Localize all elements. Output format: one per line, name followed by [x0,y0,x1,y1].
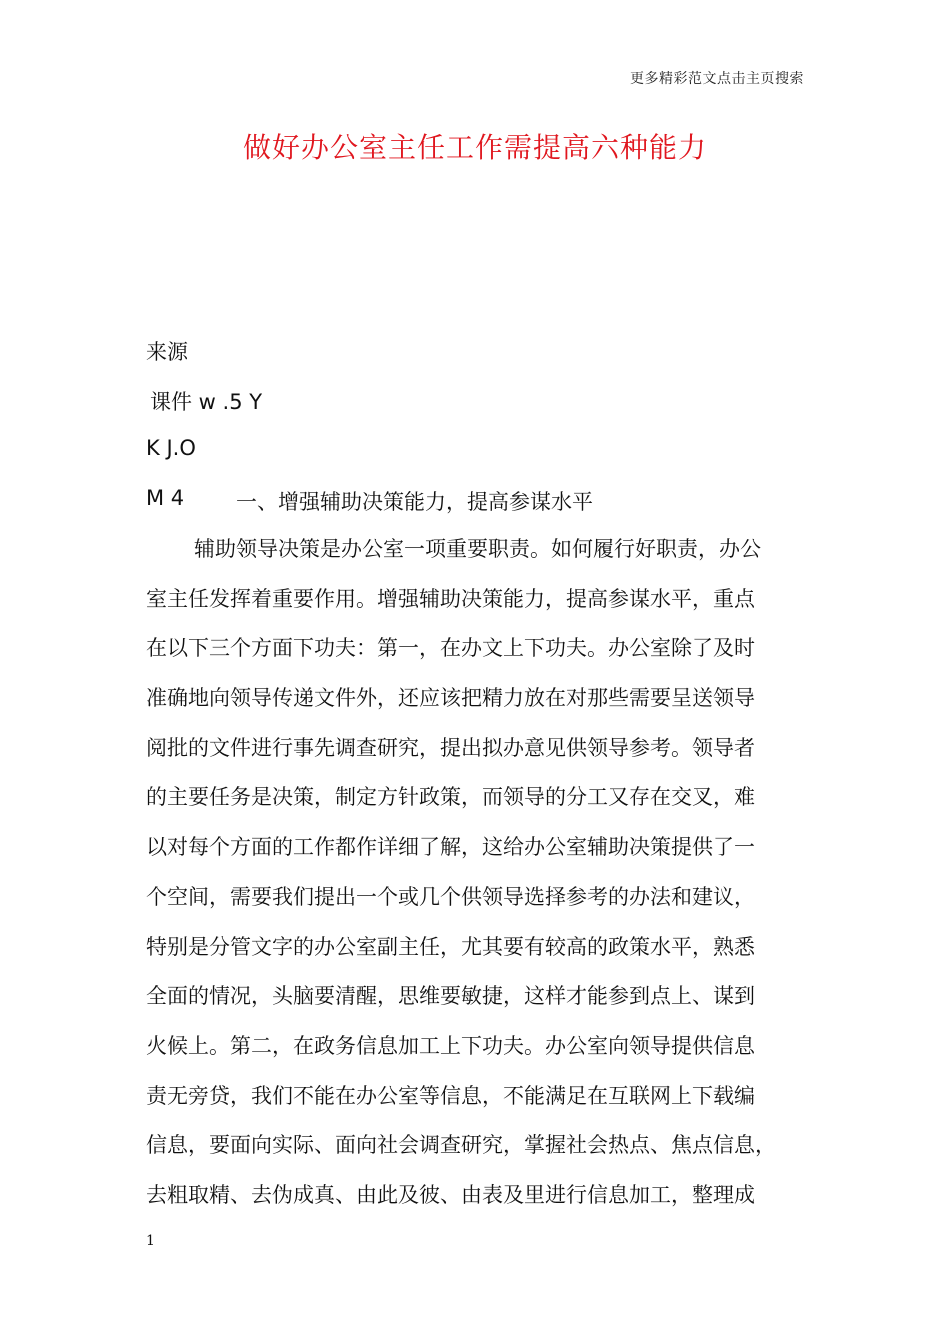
body-line: 准确地向领导传递文件外，还应该把精力放在对那些需要呈送领导 [146,686,755,711]
body-line: 辅助领导决策是办公室一项重要职责。如何履行好职责，办公 [194,537,761,561]
body-line: 全面的情况，头脑要清醒，思维要敏捷，这样才能参到点上、谋到 [146,984,755,1009]
page-number: 1 [146,1233,155,1249]
body-paragraph [146,525,810,1221]
header-search-link[interactable]: 更多精彩范文点击主页搜索 [630,71,804,87]
meta-kjo-text: K J.O [146,436,196,460]
body-line: 在以下三个方面下功夫：第一，在办文上下功夫。办公室除了及时 [146,636,755,661]
body-line: 阅批的文件进行事先调查研究，提出拟办意见供领导参考。领导者 [146,735,755,760]
meta-source-label: 来源 [146,340,188,364]
document-title: 做好办公室主任工作需提高六种能力 [242,131,707,164]
body-line: 以对每个方面的工作都作详细了解，这给办公室辅助决策提供了一 [146,835,755,860]
body-line: 火候上。第二，在政务信息加工上下功夫。办公室向领导提供信息 [146,1033,755,1058]
body-line: 特别是分管文字的办公室副主任，尤其要有较高的政策水平，熟悉 [146,934,755,959]
body-line: 个空间，需要我们提出一个或几个供领导选择参考的办法和建议， [146,884,755,909]
body-line: 的主要任务是决策，制定方针政策，而领导的分工又存在交叉，难 [146,785,755,810]
body-line: 室主任发挥着重要作用。增强辅助决策能力，提高参谋水平，重点 [146,586,755,611]
body-line: 去粗取精、去伪成真、由此及彼、由表及里进行信息加工，整理成 [146,1182,755,1207]
meta-kejian-text: 课件 w .5 Y [150,390,263,414]
meta-m4-text: M 4 [146,486,185,510]
body-line: 信息，要面向实际、面向社会调查研究，掌握社会热点、焦点信息， [146,1133,776,1158]
body-line: 责无旁贷，我们不能在办公室等信息，不能满足在互联网上下载编 [146,1083,755,1108]
section-heading: 一、增强辅助决策能力，提高参谋水平 [236,490,593,514]
